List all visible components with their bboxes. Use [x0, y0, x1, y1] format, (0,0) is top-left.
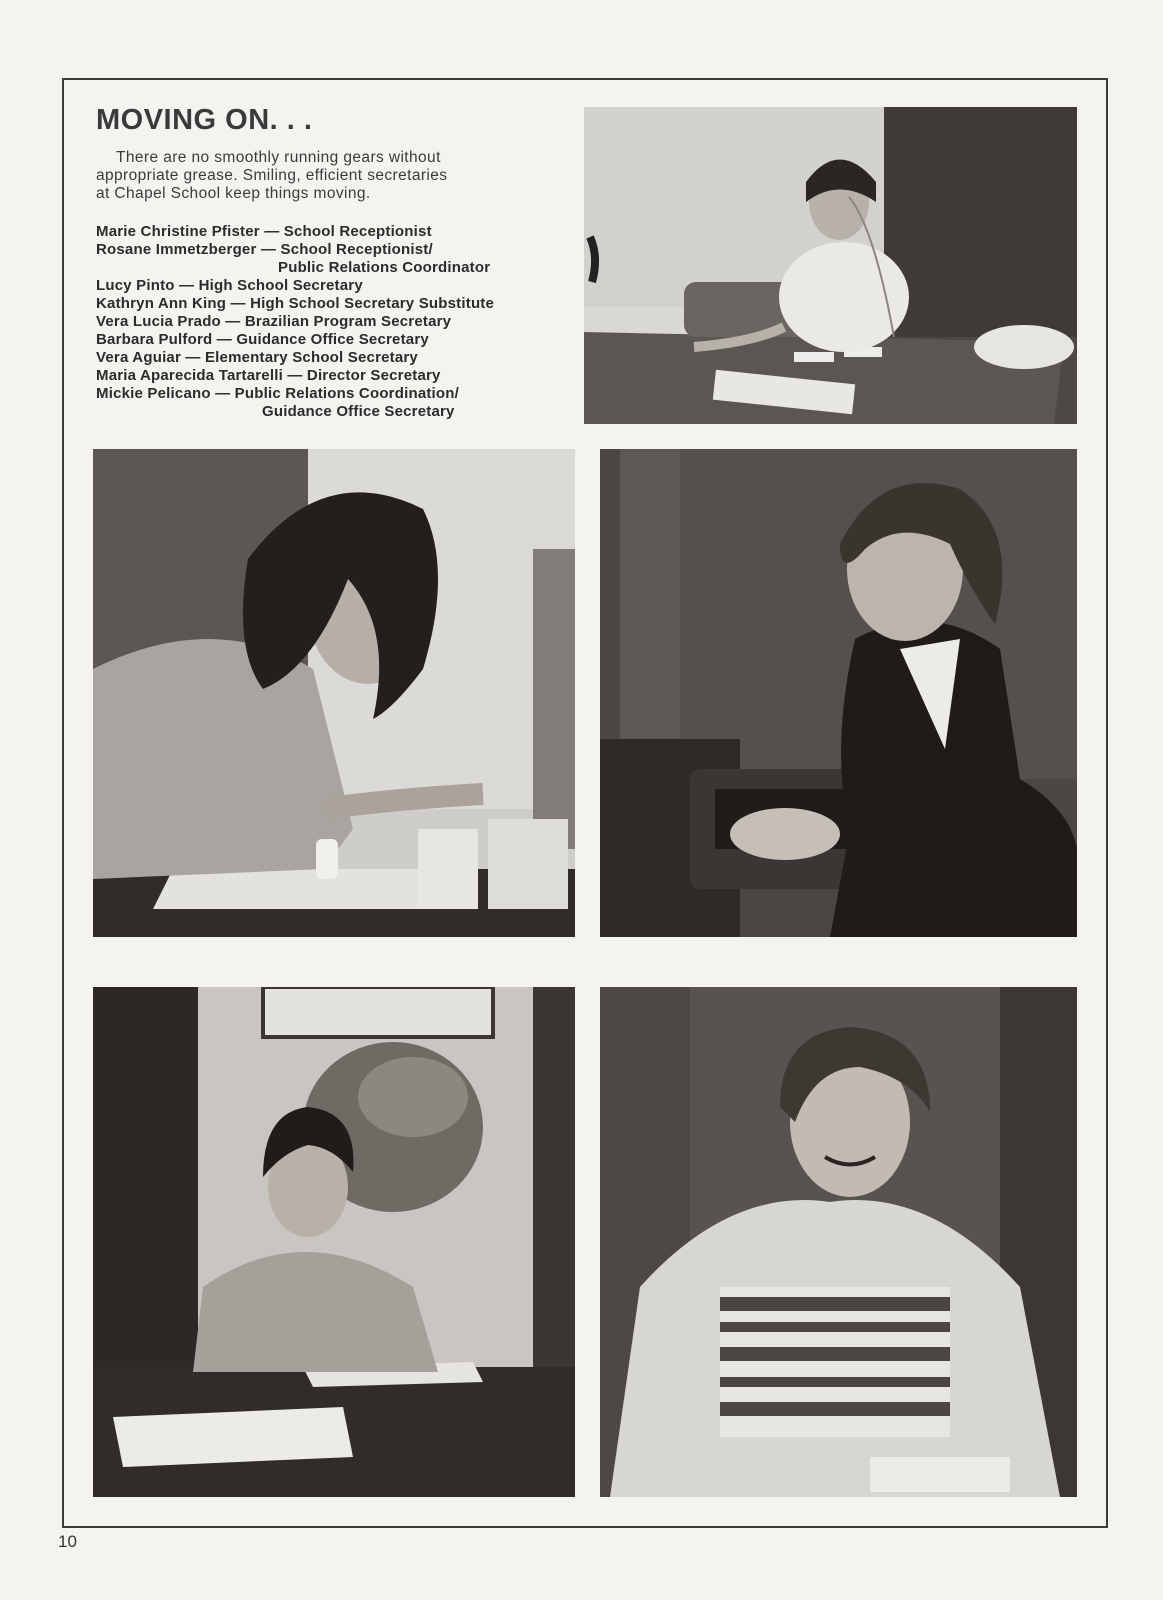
- staff-separator: —: [260, 241, 277, 258]
- staff-role: School Receptionist/: [280, 241, 433, 258]
- staff-name: Barbara Pulford: [96, 331, 213, 348]
- staff-separator: —: [287, 367, 303, 384]
- photo-secretary-at-desk: [93, 987, 575, 1497]
- staff-name: Marie Christine Pfister: [96, 223, 260, 240]
- staff-name: Maria Aparecida Tartarelli: [96, 367, 283, 384]
- staff-list: [96, 223, 566, 421]
- intro-line: There are no smoothly running gears without: [116, 149, 441, 166]
- staff-item: [96, 349, 566, 367]
- staff-role: School Receptionist: [283, 223, 432, 240]
- staff-item: [96, 331, 566, 349]
- staff-role: Brazilian Program Secretary: [244, 313, 452, 330]
- article-text: [96, 106, 566, 421]
- staff-item: [96, 313, 566, 331]
- staff-item-continued: [96, 403, 566, 421]
- staff-item: [96, 295, 566, 313]
- staff-name: Vera Lucia Prado: [96, 313, 221, 330]
- staff-role: Public Relations Coordination/: [234, 385, 460, 402]
- staff-separator: —: [264, 223, 280, 240]
- staff-role: High School Secretary: [198, 277, 363, 294]
- staff-role: Elementary School Secretary: [204, 349, 418, 366]
- page-heading: MOVING ON. . .: [96, 104, 313, 136]
- photo-secretary-typing: [600, 449, 1077, 937]
- staff-item: [96, 385, 566, 403]
- staff-name: Lucy Pinto: [96, 277, 175, 294]
- photo-receptionist-on-phone: [584, 107, 1077, 424]
- photo-secretary-smiling: [600, 987, 1077, 1497]
- staff-separator: —: [185, 349, 201, 366]
- staff-name: Rosane Immetzberger: [96, 241, 257, 258]
- staff-name: Kathryn Ann King: [96, 295, 227, 312]
- staff-item: [96, 241, 566, 259]
- staff-separator: —: [179, 277, 195, 294]
- intro-line: at Chapel School keep things moving.: [96, 185, 371, 202]
- staff-role: Guidance Office Secretary: [236, 331, 429, 348]
- staff-item: [96, 277, 566, 295]
- staff-name: Vera Aguiar: [96, 349, 182, 366]
- staff-item-continued: [96, 259, 566, 277]
- staff-separator: —: [215, 385, 231, 402]
- photo-secretary-writing: [93, 449, 575, 937]
- staff-name: Mickie Pelicano: [96, 385, 211, 402]
- staff-role: Public Relations Coordinator: [278, 259, 491, 276]
- staff-separator: —: [216, 331, 232, 348]
- staff-role: Director Secretary: [306, 367, 441, 384]
- staff-item: [96, 223, 566, 241]
- staff-role: Guidance Office Secretary: [262, 403, 455, 420]
- staff-role: High School Secretary Substitute: [250, 295, 495, 312]
- intro-paragraph: [96, 149, 566, 203]
- page-number: 10: [58, 1532, 77, 1551]
- staff-item: [96, 367, 566, 385]
- staff-separator: —: [230, 295, 246, 312]
- intro-line: appropriate grease. Smiling, efficient secretaries: [96, 167, 448, 184]
- staff-separator: —: [225, 313, 241, 330]
